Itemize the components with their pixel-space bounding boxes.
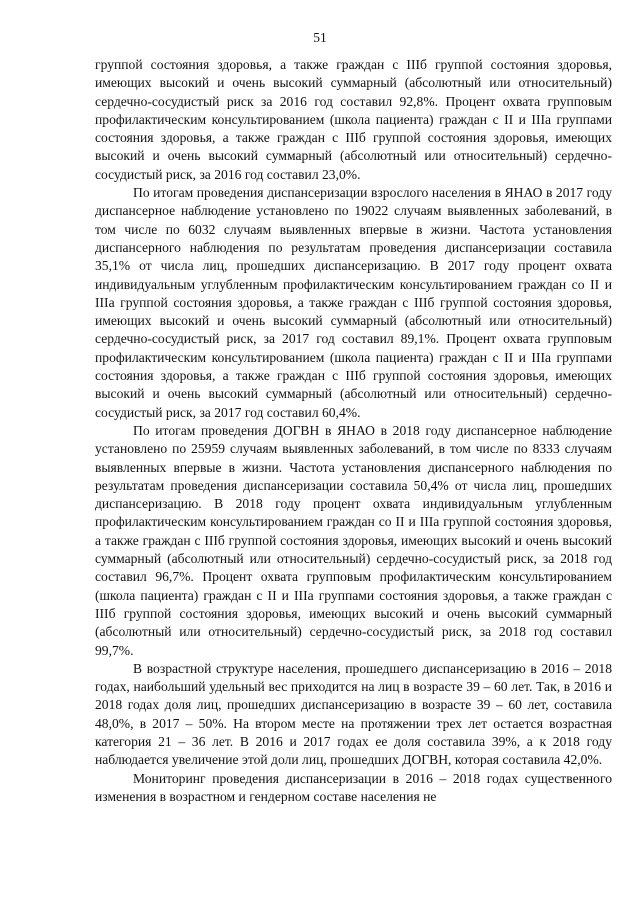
paragraph-continued: группой состояния здоровья, а также граждан с IIIб группой состояния здоровья, имеющих высокий и очень высокий суммарный (абсолютный или относительный) сердечно-сосудистый риск за 2016 год составил 92,8%. Процент охвата групповым профилактическим консультированием (школа пациента) граждан с II и IIIа группами состояния здоровья, а также граждан с IIIб группой состояния здоровья, имеющих высокий и очень высокий суммарный (абсолютный или относительный) сердечно-сосудистый риск, за 2016 год составил 23,0%. (95, 57, 612, 182)
paragraph-2018-results: По итогам проведения ДОГВН в ЯНАО в 2018 году диспансерное наблюдение установлено по 25959 случаям выявленных заболеваний, в том числе по 8333 случаям выявленных впервые в жизни. Частота установления диспансерного наблюдения по результатам проведения диспансеризации составила 50,4% от числа лиц, прошедших диспансеризацию. В 2018 году процент охвата индивидуальным углубленным профилактическим консультированием граждан со II и IIIа группой состояния здоровья, а также граждан с IIIб группой состояния здоровья, имеющих высокий и очень высокий суммарный (абсолютный или относительный) сердечно-сосудистый риск, за 2018 год составил 96,7%. Процент охвата групповым профилактическим консультированием (школа пациента) граждан с II и IIIа группами состояния здоровья, а также граждан с IIIб группой состояния здоровья, имеющих высокий и очень высокий суммарный (абсолютный или относительный) сердечно-сосудистый риск, за 2018 год составил 99,7%. (95, 422, 612, 658)
body-text (95, 56, 612, 806)
paragraph-2017-results: По итогам проведения диспансеризации взрослого населения в ЯНАО в 2017 году диспансерное наблюдение установлено по 19022 случаям выявленных заболеваний, в том числе по 6032 случаям выявленных впервые в жизни. Частота установления диспансерного наблюдения по результатам проведения диспансеризации составила 35,1% от числа лиц, прошедших диспансеризацию. В 2017 году процент охвата индивидуальным углубленным профилактическим консультированием граждан со II и IIIа группой состояния здоровья, а также граждан с IIIб группой состояния здоровья, имеющих высокий и очень высокий суммарный (абсолютный или относительный) сердечно-сосудистый риск, за 2017 год составил 89,1%. Процент охвата групповым профилактическим консультированием (школа пациента) граждан с II и IIIа группами состояния здоровья, а также граждан с IIIб группой состояния здоровья, имеющих высокий и очень высокий суммарный (абсолютный или относительный) сердечно-сосудистый риск, за 2017 год составил 60,4%. (95, 185, 612, 420)
page-number: 51 (313, 30, 327, 45)
paragraph-monitoring: Мониторинг проведения диспансеризации в 2016 – 2018 годах существенного изменения в возрастном и гендерном составе населения не (95, 770, 612, 804)
paragraph-age-structure: В возрастной структуре населения, прошедшего диспансеризацию в 2016 – 2018 годах, наибольший удельный вес приходится на лиц в возрасте 39 – 60 лет. Так, в 2016 и 2018 годах доля лиц, прошедших диспансеризацию в возрасте 39 – 60 лет, составила 48,0%, в 2017 – 50%. На втором месте на протяжении трех лет остается возрастная категория 21 – 36 лет. В 2016 и 2017 годах ее доля составила 39%, а к 2018 году наблюдается увеличение этой доли лиц, прошедших ДОГВН, которая составила 42,0%. (95, 660, 612, 768)
